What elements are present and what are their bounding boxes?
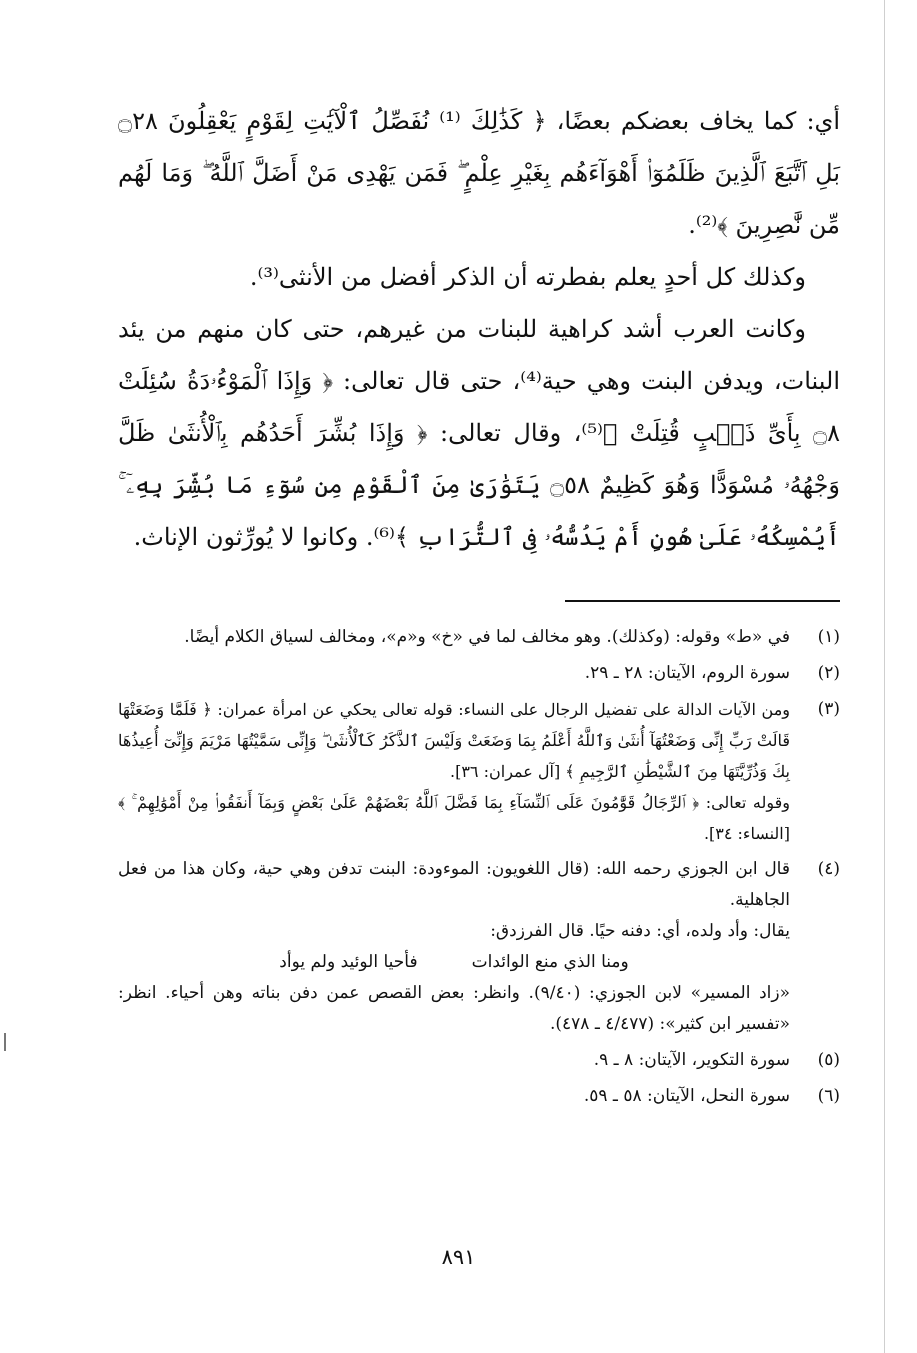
paragraph-1: أي: كما يخاف بعضكم بعضًا، ﴿ كَذَٰلِكَ ⁽¹⁾ نُفَصِّلُ ٱلْآيَٰتِ لِقَوْمٍ يَعْقِلُونَ ۝٢٨ بَلِ ٱتَّبَعَ ٱلَّذِينَ ظَلَمُوٓا۟ أَهْوَآءَهُم بِغَيْرِ عِلْمٍ ۖ فَمَن يَهْدِى مَنْ أَضَلَّ ٱللَّهُ ۖ وَمَا لَهُم مِّن نَّٰصِرِينَ ﴾⁽²⁾.: [118, 107, 840, 239]
footnotes: [118, 622, 840, 1117]
footnote-text: سورة النحل، الآيتان: ٥٨ ـ ٥٩.: [583, 1086, 790, 1106]
scan-edge-line: [884, 0, 885, 1353]
footnote-3: [118, 694, 840, 849]
poem-verse: [118, 947, 790, 978]
scan-edge-mark: [4, 1033, 6, 1051]
footnote-text: ومن الآيات الدالة على تفضيل الرجال على النساء: قوله تعالى يحكي عن امرأة عمران: ﴿ فَلَمَّا وَضَعَتْهَا قَالَتْ رَبِّ إِنِّى وَضَعْتُهَآ أُنثَىٰ وَٱللَّهُ أَعْلَمُ بِمَا وَضَعَتْ وَلَيْسَ ٱلذَّكَرُ كَٱلْأُنثَىٰ ۖ وَإِنِّى سَمَّيْتُهَا مَرْيَمَ وَإِنِّىٓ أُعِيذُهَا بِكَ وَذُرِّيَّتَهَا مِنَ ٱلشَّيْطَٰنِ ٱلرَّجِيمِ ﴾ [آل عمران: ٣٦].: [118, 700, 790, 781]
footnote-number: (١): [817, 627, 840, 647]
paragraph-3: وكانت العرب أشد كراهية للبنات من غيرهم، حتى كان منهم من يئد البنات، ويدفن البنت وهي حية⁽⁴⁾، حتى قال تعالى: ﴿ وَإِذَا ٱلْمَوْءُۥدَةُ سُئِلَتْ ۝٨ بِأَىِّ ذَنۢبٍ قُتِلَتْ ﴾⁽⁵⁾، وقال تعالى: ﴿ وَإِذَا بُشِّرَ أَحَدُهُم بِٱلْأُنثَىٰ ظَلَّ وَجْهُهُۥ مُسْوَدًّا وَهُوَ كَظِيمٌ ۝٥٨ يَتَوَٰرَىٰ مِنَ ٱلْقَوْمِ مِن سُوٓءِ مَا بُشِّرَ بِهِۦٓ ۚ أَيُمْسِكُهُۥ عَلَىٰ هُونٍ أَمْ يَدُسُّهُۥ فِى ٱلتُّرَابِ ﴾⁽⁶⁾. وكانوا لا يُورِّثون الإناث.: [118, 315, 840, 551]
footnote-5: [118, 1045, 840, 1076]
footnote-text: سورة الروم، الآيتان: ٢٨ ـ ٢٩.: [584, 663, 790, 683]
footnote-text: وقوله تعالى: ﴿ ٱلرِّجَالُ قَوَّٰمُونَ عَلَى ٱلنِّسَآءِ بِمَا فَضَّلَ ٱللَّهُ بَعْضَهُمْ عَلَىٰ بَعْضٍ وَبِمَآ أَنفَقُوا۟ مِنْ أَمْوَٰلِهِمْ ۚ ﴾ [النساء: ٣٤].: [118, 793, 790, 843]
footnote-text: في «ط» وقوله: (وكذلك). وهو مخالف لما في «خ» و«م»، ومخالف لسياق الكلام أيضًا.: [184, 627, 790, 647]
footnote-number: (٥): [817, 1050, 840, 1070]
footnote-4: [118, 854, 840, 1040]
footnote-6: [118, 1081, 840, 1112]
footnote-text: قال ابن الجوزي رحمه الله: (قال اللغويون: الموءودة: البنت تدفن وهي حية، وكان هذا من فعل الجاهلية.: [118, 859, 790, 910]
footnote-text: يقال: وأد ولده، أي: دفنه حيًا. قال الفرزدق:: [490, 921, 790, 941]
footnote-divider: [565, 600, 840, 602]
footnote-text: «زاد المسير» لابن الجوزي: (٩/٤٠). وانظر: بعض القصص عمن دفن بناته وهن أحياء. انظر: «تفسير ابن كثير»: (٤/٤٧٧ ـ ٤٧٨).: [118, 983, 790, 1034]
footnote-1: [118, 622, 840, 653]
footnote-number: (٢): [817, 663, 840, 683]
poem-second-hemistich: فأحيا الوئيد ولم يوأد: [279, 952, 418, 972]
paragraph-2: وكذلك كل أحدٍ يعلم بفطرته أن الذكر أفضل من الأنثى⁽³⁾.: [249, 263, 806, 291]
main-text: [118, 95, 840, 563]
footnote-text: سورة التكوير، الآيتان: ٨ ـ ٩.: [593, 1050, 790, 1070]
footnote-number: (٤): [817, 859, 840, 879]
poem-first-hemistich: ومنا الذي منع الوائدات: [471, 952, 629, 972]
footnote-number: (٣): [817, 699, 840, 719]
page-number: ٨٩١: [441, 1245, 476, 1269]
footnote-number: (٦): [817, 1086, 840, 1106]
footnote-2: [118, 658, 840, 689]
